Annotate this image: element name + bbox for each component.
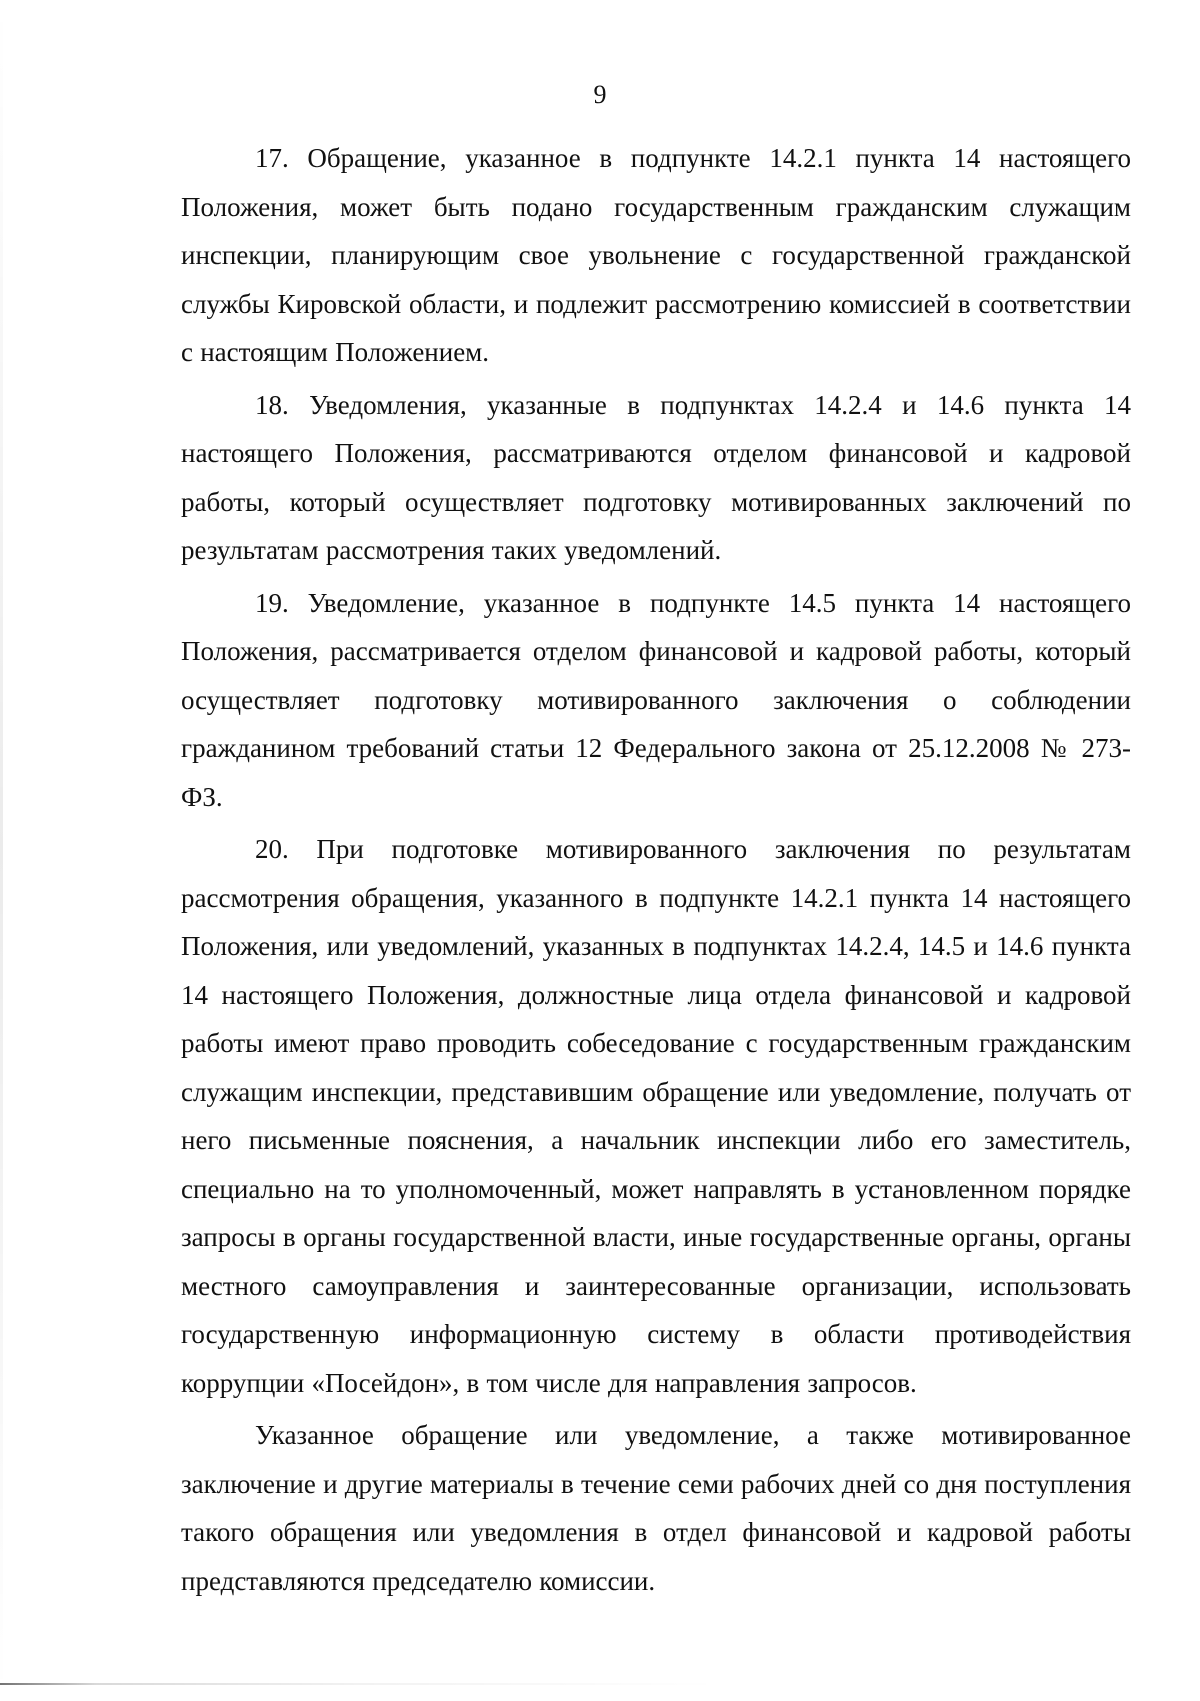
paragraph-17: 17. Обращение, указанное в подпункте 14.2.1 пункта 14 настоящего Положения, может быть подано государственным гражданским служащим инспекции, планирующим свое увольнение с государственной гражданской службы Кировской области, и подлежит рассмотрению комиссией в соответствии с настоящим Положением.: [181, 143, 1131, 367]
page-number: 9: [593, 80, 607, 109]
paragraph-20: 20. При подготовке мотивированного заключения по результатам рассмотрения обращения, указанного в подпункте 14.2.1 пункта 14 настоящего Положения, или уведомлений, указанных в подпунктах 14.2.4, 14.5 и 14.6 пункта 14 настоящего Положения, должностные лица отдела финансовой и кадровой работы имеют право проводить собеседование с государственным гражданским служащим инспекции, представившим обращение или уведомление, получать от него письменные пояснения, а начальник инспекции либо его заместитель, специально на то уполномоченный, может направлять в установленном порядке запросы в органы государственной власти, иные государственные органы, органы местного самоуправления и заинтересованные организации, использовать государственную информационную систему в области противодействия коррупции «Посейдон», в том числе для направления запросов.: [181, 834, 1131, 1398]
paragraph-closing: Указанное обращение или уведомление, а также мотивированное заключение и другие материалы в течение семи рабочих дней со дня поступления такого обращения или уведомления в отдел финансовой и кадровой работы представляются председателю комиссии.: [181, 1420, 1131, 1596]
scan-left-edge: [0, 0, 3, 1701]
paragraph-19: 19. Уведомление, указанное в подпункте 14.5 пункта 14 настоящего Положения, рассматривается отделом финансовой и кадровой работы, который осуществляет подготовку мотивированного заключения о соблюдении гражданином требований статьи 12 Федерального закона от 25.12.2008 № 273-ФЗ.: [181, 587, 1131, 812]
document-body: [181, 134, 1131, 1605]
paragraph-18: 18. Уведомления, указанные в подпунктах 14.2.4 и 14.6 пункта 14 настоящего Положения, рассматриваются отделом финансовой и кадровой работы, который осуществляет подготовку мотивированных заключений по результатам рассмотрения таких уведомлений.: [181, 389, 1131, 565]
scan-bottom-edge: [0, 1683, 1200, 1685]
